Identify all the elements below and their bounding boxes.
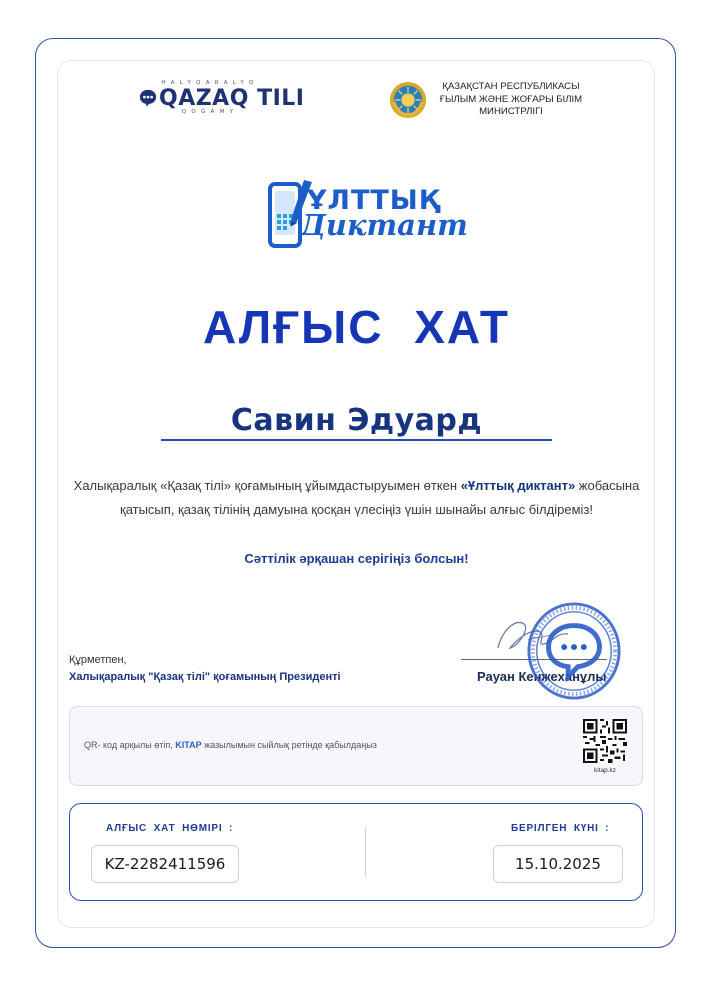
recipient-underline [161, 439, 552, 441]
kitap-brand: KITAP [175, 740, 202, 750]
qr-text-end: жазылымын сыйлық ретінде қабылдаңыз [201, 740, 377, 750]
ministry-line-3: МИНИСТРЛІГІ [479, 106, 543, 117]
info-divider [365, 827, 366, 877]
speech-bubble-icon [139, 89, 157, 107]
org-logo-bottom-text: QOĞAMY [181, 109, 239, 115]
project-title-line-2: Диктант [300, 208, 468, 242]
issue-date-value: 15.10.2025 [493, 845, 623, 883]
org-logo [139, 85, 304, 111]
wish-text: Сәттілік әрқашан серігіңіз болсын! [244, 551, 469, 566]
recipient-name: Савин Эдуард [230, 403, 483, 438]
org-logo-main-text: QAZAQ TILI [159, 85, 305, 111]
greeting-text: Құрметпен, [69, 654, 127, 666]
body-line-2: қатысып, қазақ тілінің дамуына қосқан үлесіңіз үшін шынайы алғыс білдіреміз! [120, 502, 593, 517]
body-line-1 [60, 474, 653, 498]
certificate-number-label: АЛҒЫС ХАТ НӨМІРІ : [106, 823, 234, 834]
president-name: Рауан Кенжеханұлы [477, 669, 607, 684]
body-line-1-end: жобасына [575, 478, 640, 493]
qr-text-start: QR- код арқылы өтіп, [84, 740, 176, 750]
ministry-name [431, 81, 591, 119]
ministry-line-2: ҒЫЛЫМ ЖӘНЕ ЖОҒАРЫ БІЛІМ [439, 93, 583, 105]
kazakhstan-emblem-icon [389, 81, 427, 119]
body-text [60, 474, 653, 522]
project-name-bold: «Ұлттық диктант» [460, 478, 576, 493]
project-title-line-1: ҰЛТТЫҚ [307, 185, 441, 216]
body-line-1-start: Халықаралық «Қазақ тілі» қоғамының ұйымдастыруымен өткен [73, 478, 461, 493]
certificate-title: АЛҒЫС ХАТ [203, 301, 510, 353]
qr-caption: kitap.kz [593, 767, 617, 774]
official-stamp-icon [525, 600, 623, 702]
org-logo-top-text: HALYQARALYQ [161, 80, 259, 86]
issue-date-label: БЕРІЛГЕН КҮНІ : [511, 823, 610, 834]
qr-code-icon[interactable] [583, 719, 627, 763]
qr-promo-text [84, 740, 377, 750]
certificate-number-value: KZ-2282411596 [91, 845, 239, 883]
president-position: Халықаралық "Қазақ тілі" қоғамының Президенті [69, 671, 341, 683]
ministry-line-1: ҚАЗАҚСТАН РЕСПУБЛИКАСЫ [442, 81, 580, 92]
